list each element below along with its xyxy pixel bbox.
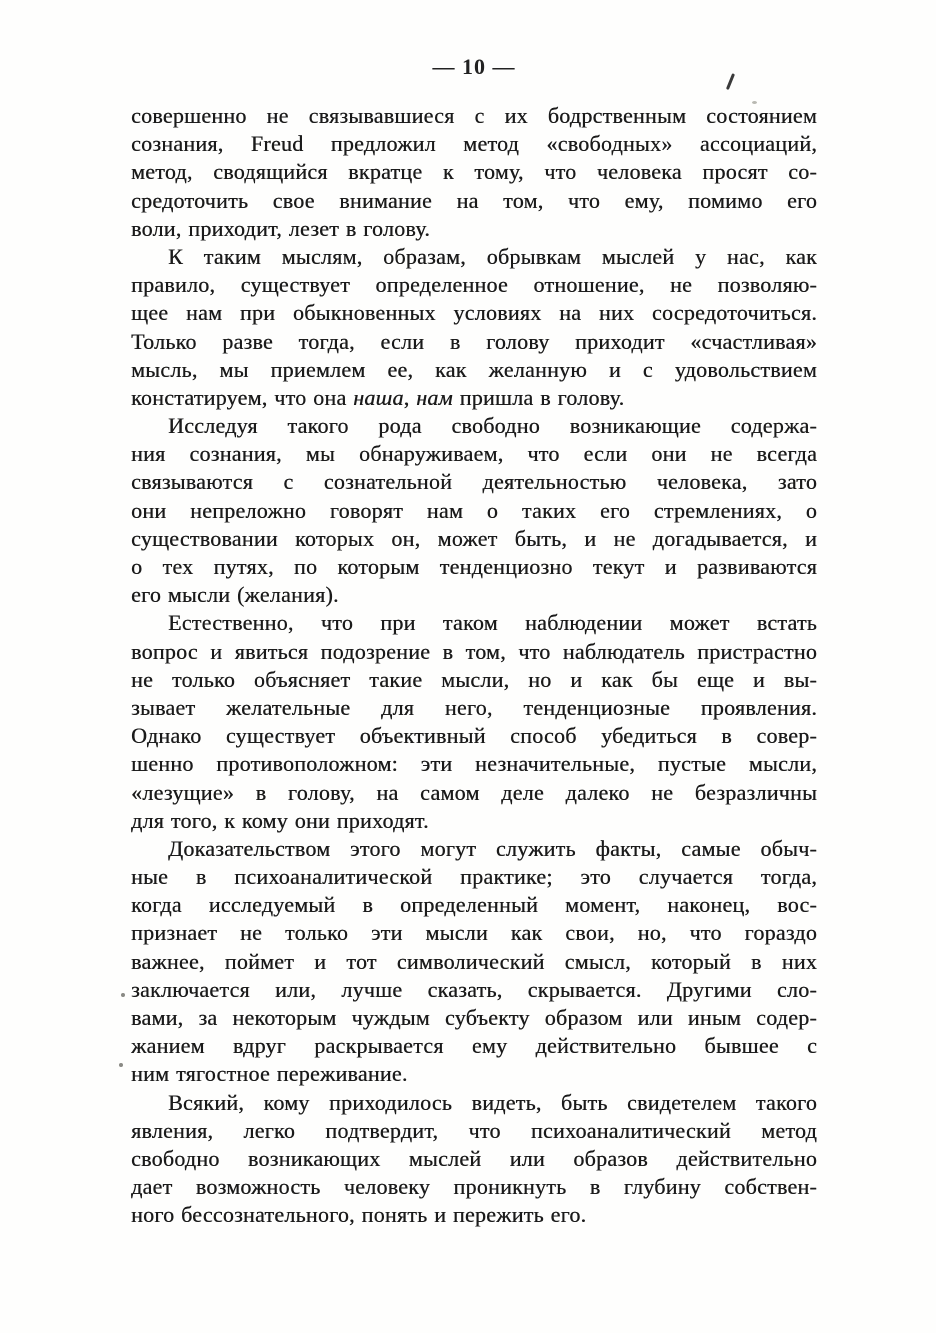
text-line — [131, 187, 817, 215]
text-segment: Однако существует объективный способ убедиться в совер- — [131, 723, 817, 749]
ink-speck — [119, 1063, 123, 1067]
text-line — [131, 497, 817, 525]
text-segment: совершенно не связывавшиеся с их бодрственным состоянием — [131, 103, 817, 128]
text-line — [131, 666, 817, 694]
text-segment: Всякий, кому приходилось видеть, быть свидетелем такого — [168, 1089, 817, 1115]
text-line — [131, 1201, 817, 1229]
text-line — [131, 384, 817, 412]
text-line — [131, 1004, 817, 1032]
text-line — [131, 1173, 817, 1201]
text-line — [131, 891, 817, 919]
text-segment: щее нам при обыкновенных условиях на них сосредоточиться. — [131, 300, 817, 326]
text-segment: зывает желательные для него, тенденциозные проявления. — [131, 694, 817, 720]
paragraph — [131, 1089, 817, 1230]
text-segment: шенно противоположном: эти незначительные, пустые мысли, — [131, 751, 817, 777]
text-segment: когда исследуемый в определенный момент, наконец, вос- — [131, 892, 817, 918]
text-segment: связываются с сознательной деятельностью человека, зато — [131, 469, 817, 495]
text-block — [131, 102, 817, 1230]
text-line — [131, 215, 817, 243]
text-line — [131, 1117, 817, 1145]
text-line — [131, 1145, 817, 1173]
text-segment: для того, к кому они приходят. — [131, 807, 429, 833]
text-segment: существовании которых он, может быть, и не догадывается, и — [131, 525, 817, 551]
paragraph — [131, 412, 817, 609]
text-line — [131, 440, 817, 468]
text-segment: ния сознания, мы обнаруживаем, что если они не всегда — [131, 441, 817, 467]
text-line — [131, 779, 817, 807]
paragraph — [131, 609, 817, 835]
text-line — [131, 1032, 817, 1060]
text-line — [131, 130, 817, 158]
text-line — [131, 158, 817, 186]
text-line — [131, 694, 817, 722]
text-segment: Исследуя такого рода свободно возникающие содержа- — [168, 413, 817, 439]
text-line — [131, 356, 817, 384]
text-line — [131, 609, 817, 637]
text-segment: они непреложно говорят нам о таких его стремлениях, о — [131, 497, 817, 523]
text-segment: Естественно, что при таком наблюдении может встать — [168, 610, 817, 636]
text-segment: ним тягостное переживание. — [131, 1061, 408, 1087]
text-line — [131, 243, 817, 271]
text-line — [131, 722, 817, 750]
text-segment: ные в психоаналитической практике; это случается тогда, — [131, 864, 817, 890]
text-segment: Доказательством этого могут служить факты, самые обыч- — [168, 835, 817, 861]
text-segment: не только объясняет такие мысли, но и как бы еще и вы- — [131, 666, 817, 692]
text-line — [131, 102, 817, 130]
text-segment: правило, существует определенное отношение, не позволяю- — [131, 272, 817, 298]
text-segment: жанием вдруг раскрывается ему действительно бывшее с — [131, 1033, 817, 1059]
text-line — [131, 525, 817, 553]
text-segment: воли, приходит, лезет в голову. — [131, 215, 431, 241]
text-line — [131, 468, 817, 496]
text-line — [131, 807, 817, 835]
paragraph — [131, 243, 817, 412]
text-segment: метод, сводящийся вкратце к тому, что человека просят со- — [131, 159, 817, 185]
italic-text: наша — [353, 384, 404, 410]
text-segment: важнее, поймет и тот символический смысл, который в них — [131, 948, 817, 974]
text-line — [131, 919, 817, 947]
text-line — [131, 835, 817, 863]
text-segment: Только разве тогда, если в голову приходит «счастливая» — [131, 328, 817, 354]
ink-speck — [121, 993, 125, 997]
text-segment: пришла в голову. — [452, 384, 625, 410]
text-line — [131, 328, 817, 356]
text-line — [131, 863, 817, 891]
text-line — [131, 750, 817, 778]
text-line — [131, 1089, 817, 1117]
text-segment: признает не только эти мысли как свои, но, что гораздо — [131, 920, 817, 946]
paragraph — [131, 835, 817, 1089]
text-line — [131, 1060, 817, 1088]
text-segment: К таким мыслям, образам, обрывкам мыслей у нас, как — [168, 243, 817, 269]
text-line — [131, 638, 817, 666]
text-segment: вами, за некоторым чуждым субъекту образом или иным содер- — [131, 1005, 817, 1030]
page-number: — 10 — — [432, 54, 516, 79]
italic-text: нам — [416, 384, 453, 410]
text-line — [131, 299, 817, 327]
text-segment: о тех путях, по которым тенденциозно текут и развиваются — [131, 554, 817, 579]
text-segment: его мысли (желания). — [131, 582, 339, 608]
text-segment: заключается или, лучше сказать, скрывается. Другими сло- — [131, 976, 817, 1002]
text-segment: свободно возникающих мыслей или образов действительно — [131, 1145, 817, 1171]
text-segment: мысль, мы приемлем ее, как желанную и с удовольствием — [131, 356, 817, 382]
text-segment: вопрос и явиться подозрение в том, что наблюдатель пристрастно — [131, 638, 817, 664]
paragraph — [131, 102, 817, 243]
text-line — [131, 412, 817, 440]
text-line — [131, 553, 817, 581]
text-segment: сознания, Freud предложил метод «свободных» ассоциаций, — [131, 131, 817, 157]
text-segment: ного бессознательного, понять и пережить его. — [131, 1202, 587, 1228]
text-line — [131, 581, 817, 609]
text-segment: явления, легко подтвердит, что психоаналитический метод — [131, 1117, 817, 1143]
text-line — [131, 948, 817, 976]
text-segment: дает возможность человеку проникнуть в глубину собствен- — [131, 1174, 817, 1200]
text-line — [131, 976, 817, 1004]
text-segment: средоточить свое внимание на том, что ему, помимо его — [131, 187, 817, 213]
text-segment: констатируем, что она — [131, 384, 354, 410]
text-segment: , — [403, 384, 417, 410]
text-line — [131, 271, 817, 299]
text-segment: «лезущие» в голову, на самом деле далеко не безразличны — [131, 779, 817, 805]
